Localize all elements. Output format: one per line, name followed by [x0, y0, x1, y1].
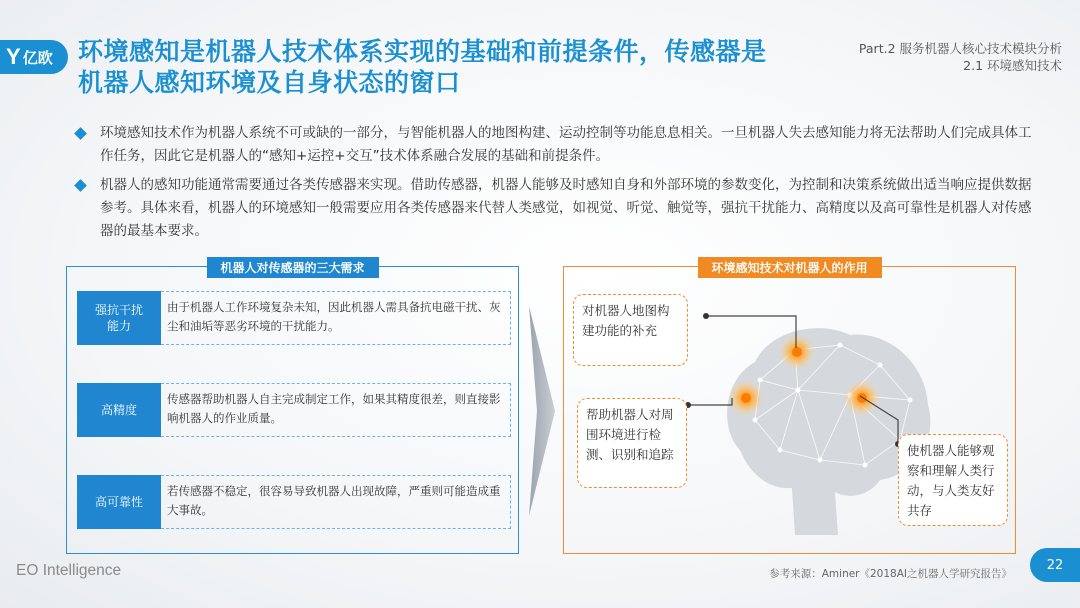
requirement-row — [77, 383, 511, 437]
requirement-label-line: 能力 — [106, 319, 131, 333]
title-line-2: 机器人感知环境及自身状态的窗口 — [78, 68, 461, 97]
requirement-label: 高可靠性 — [77, 475, 161, 529]
requirement-desc: 若传感器不稳定，很容易导致机器人出现故障，严重则可能造成重大事故。 — [161, 475, 511, 529]
section-part: Part.2 服务机器人核心技术模块分析 — [858, 41, 1062, 56]
callout-environment-detection: 帮助机器人对周围环境进行检测、识别和追踪 — [577, 398, 687, 488]
logo — [0, 40, 68, 74]
bullet-list — [74, 122, 1034, 249]
panel-heading: 环境感知技术对机器人的作用 — [697, 257, 881, 278]
bullet-text: 机器人的感知功能通常需要通过各类传感器来实现。借助传感器，机器人能够及时感知自身和外部环境的参数变化，为控制和决策系统做出适当响应提供数据参考。具体来看，机器人的环境感知一般需要应用各类传感器来代替人类感觉，如视觉、听觉、触觉等，强抗干扰能力、高精度以及高可靠性是机器人对传感器的最基本要求。 — [100, 177, 1032, 239]
callout-human-coexistence: 使机器人能够观察和理解人类行动，与人类友好共存 — [898, 434, 1008, 526]
diamond-bullet-icon — [74, 179, 87, 192]
title-line-1: 环境感知是机器人技术体系实现的基础和前提条件，传感器是 — [78, 37, 767, 66]
section-sub: 2.1 环境感知技术 — [963, 58, 1062, 73]
diamond-bullet-icon — [74, 127, 87, 140]
bullet-item — [74, 174, 1034, 243]
brand-footer: EO Intelligence — [16, 562, 122, 579]
sensor-requirements-panel — [66, 261, 519, 554]
callout-map-building: 对机器人地图构建功能的补充 — [573, 294, 688, 366]
requirement-row — [77, 291, 511, 345]
page-title — [78, 36, 818, 98]
requirement-row — [77, 475, 511, 529]
panel-heading: 机器人对传感器的三大需求 — [206, 257, 378, 278]
section-label — [859, 40, 1062, 74]
requirement-label: 高精度 — [77, 383, 161, 437]
requirement-label-line: 强抗干扰 — [94, 303, 143, 317]
requirement-label — [77, 291, 161, 345]
bullet-item — [74, 122, 1034, 168]
chevron-right-icon — [527, 306, 557, 516]
logo-text: 亿欧 — [22, 48, 53, 67]
logo-mark: Y — [6, 44, 21, 69]
requirement-desc: 由于机器人工作环境复杂未知，因此机器人需具备抗电磁干扰、灰尘和油垢等恶劣环境的干扰能力。 — [161, 291, 511, 345]
source-note: 参考来源：Aminer《2018AI之机器人学研究报告》 — [769, 568, 1012, 580]
page-number: 22 — [1030, 548, 1080, 582]
requirement-desc: 传感器帮助机器人自主完成制定工作，如果其精度很差，则直接影响机器人的作业质量。 — [161, 383, 511, 437]
bullet-text: 环境感知技术作为机器人系统不可或缺的一部分，与智能机器人的地图构建、运动控制等功能息息相关。一旦机器人失去感知能力将无法帮助人们完成具体工作任务，因此它是机器人的“感知+运控+交互”技术体系融合发展的基础和前提条件。 — [100, 125, 1032, 164]
